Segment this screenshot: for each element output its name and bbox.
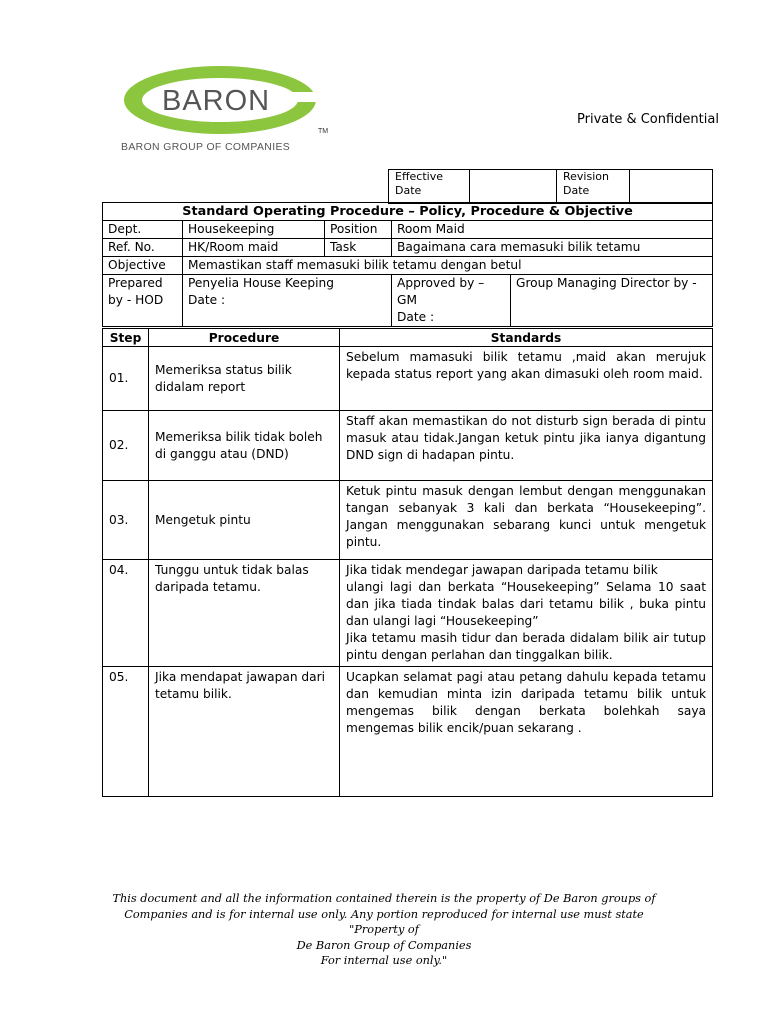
private-confidential-label: Private & Confidential <box>577 112 719 127</box>
baron-logo <box>118 62 333 157</box>
objective-value: Memastikan staff memasuki bilik tetamu dengan betul <box>183 257 713 275</box>
date-header-table <box>388 169 713 204</box>
ref-value: HK/Room maid <box>183 239 325 257</box>
approved-date: Date : <box>397 310 435 324</box>
revision-date-value <box>630 170 713 204</box>
step-header: Step <box>103 329 149 347</box>
approved-cell <box>392 275 511 327</box>
table-row <box>103 667 713 797</box>
sop-title: Standard Operating Procedure – Policy, Procedure & Objective <box>103 203 713 221</box>
prepared-cell <box>183 275 392 327</box>
logo-tm: TM <box>318 128 329 135</box>
standards-text: Ketuk pintu masuk dengan lembut dengan menggunakan tangan sebanyak 3 kali dan berkata “Housekeeping”. Jangan menggunakan sebarang kunci untuk mengetuk pintu. <box>340 481 713 560</box>
step-number: 02. <box>103 411 149 481</box>
table-row <box>103 481 713 560</box>
footer-notice <box>100 891 668 969</box>
standards-text: Ucapkan selamat pagi atau petang dahulu kepada tetamu dan kemudian minta izin daripada tetamu bilik untuk mengemas bilik dengan berkata bolehkah saya mengemas bilik encik/puan sekarang . <box>340 667 713 797</box>
prepared-date: Date : <box>188 293 226 307</box>
table-row <box>103 347 713 411</box>
prepared-label: Prepared by - HOD <box>103 275 183 327</box>
approved-label: Approved by – GM <box>397 276 485 307</box>
step-number: 04. <box>103 560 149 667</box>
standards-line: Jika tetamu masih tidur dan berada didalam bilik air tutup pintu dengan perlahan dan tinggalkan bilik. <box>346 631 706 662</box>
sop-info-table <box>102 202 713 327</box>
footer-line: De Baron Group of Companies <box>296 938 472 952</box>
footer-line: This document and all the information contained therein is the property of De Baron groups of <box>112 892 656 905</box>
revision-date-label: Revision Date <box>557 170 630 204</box>
step-number: 01. <box>103 347 149 411</box>
task-value: Bagaimana cara memasuki bilik tetamu <box>392 239 713 257</box>
step-number: 03. <box>103 481 149 560</box>
standards-header: Standards <box>340 329 713 347</box>
procedure-text: Tunggu untuk tidak balas daripada tetamu. <box>149 560 340 667</box>
effective-date-value <box>470 170 557 204</box>
procedure-table <box>102 328 713 797</box>
footer-line: For internal use only." <box>320 954 448 967</box>
position-label: Position <box>325 221 392 239</box>
step-number: 05. <box>103 667 149 797</box>
procedure-text: Jika mendapat jawapan dari tetamu bilik. <box>149 667 340 797</box>
standards-cell <box>340 560 713 667</box>
position-value: Room Maid <box>392 221 713 239</box>
logo-brand-text: BARON <box>162 85 271 117</box>
logo-tagline: BARON GROUP OF COMPANIES <box>121 142 291 153</box>
effective-date-label: Effective Date <box>389 170 470 204</box>
standards-text: Sebelum mamasuki bilik tetamu ,maid akan merujuk kepada status report yang akan dimasuki oleh room maid. <box>340 347 713 411</box>
procedure-text: Mengetuk pintu <box>149 481 340 560</box>
standards-text: Staff akan memastikan do not disturb sign berada di pintu masuk atau tidak.Jangan ketuk pintu jika ianya digantung DND sign di hadapan pintu. <box>340 411 713 481</box>
standards-line: Jika tidak mendegar jawapan daripada tetamu bilik <box>346 563 658 577</box>
dept-value: Housekeeping <box>183 221 325 239</box>
procedure-header: Procedure <box>149 329 340 347</box>
objective-label: Objective <box>103 257 183 275</box>
procedure-text: Memeriksa status bilik didalam report <box>149 347 340 411</box>
procedure-text: Memeriksa bilik tidak boleh di ganggu atau (DND) <box>149 411 340 481</box>
prepared-value: Penyelia House Keeping <box>188 276 334 290</box>
gmd-label: Group Managing Director by - <box>511 275 713 327</box>
dept-label: Dept. <box>103 221 183 239</box>
footer-line: Companies and is for internal use only. Any portion reproduced for internal use must state "Property of <box>124 907 644 936</box>
table-row <box>103 411 713 481</box>
ref-label: Ref. No. <box>103 239 183 257</box>
table-row <box>103 560 713 667</box>
standards-line: ulangi lagi dan berkata “Housekeeping” Selama 10 saat dan jika tiada tindak balas dari tetamu bilik , buka pintu dan ulangi lagi “Housekeeping” <box>346 580 706 628</box>
task-label: Task <box>325 239 392 257</box>
